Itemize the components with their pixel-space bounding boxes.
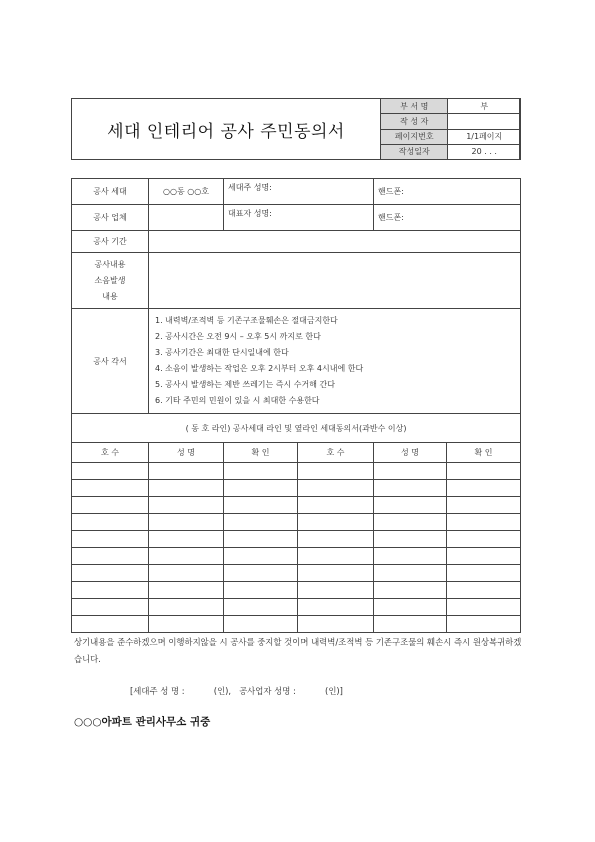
consent-row bbox=[72, 414, 521, 443]
household-row bbox=[72, 179, 521, 205]
consent-heading: ( 동 호 라인) 공사세대 라인 및 옆라인 세대동의서(과반수 이상) bbox=[72, 414, 521, 443]
grid-cell[interactable] bbox=[447, 514, 521, 531]
grid-cell[interactable] bbox=[447, 497, 521, 514]
grid-cell[interactable] bbox=[72, 616, 149, 633]
grid-cell[interactable] bbox=[224, 480, 298, 497]
grid-cell[interactable] bbox=[374, 599, 447, 616]
table-row bbox=[72, 548, 521, 565]
grid-cell[interactable] bbox=[447, 582, 521, 599]
rep-name-field[interactable]: 대표자 성명: bbox=[224, 205, 374, 231]
company-label: 공사 업체 bbox=[72, 205, 149, 231]
addressee-footer: ○○○아파트 관리사무소 귀중 bbox=[74, 716, 211, 728]
grid-cell[interactable] bbox=[374, 616, 447, 633]
grid-cell[interactable] bbox=[224, 463, 298, 480]
grid-cell[interactable] bbox=[298, 497, 374, 514]
document-header bbox=[71, 98, 520, 160]
grid-cell[interactable] bbox=[72, 497, 149, 514]
signature-line: [세대주 성 명 : (인), 공사업자 성명 : (인)] bbox=[130, 686, 343, 696]
grid-cell[interactable] bbox=[224, 565, 298, 582]
grid-cell[interactable] bbox=[374, 480, 447, 497]
owner-phone-field[interactable]: 핸드폰: bbox=[374, 179, 521, 205]
grid-cell[interactable] bbox=[298, 531, 374, 548]
table-row bbox=[72, 599, 521, 616]
grid-cell[interactable] bbox=[447, 480, 521, 497]
pledge-item: 6. 기타 주민의 민원이 있을 시 최대한 수용한다 bbox=[155, 396, 320, 405]
grid-header-name: 성 명 bbox=[374, 443, 447, 463]
table-row bbox=[72, 565, 521, 582]
grid-cell[interactable] bbox=[149, 599, 224, 616]
meta-value bbox=[448, 114, 521, 129]
grid-cell[interactable] bbox=[374, 548, 447, 565]
grid-cell[interactable] bbox=[149, 565, 224, 582]
grid-header-confirm: 확 인 bbox=[447, 443, 521, 463]
rep-phone-field[interactable]: 핸드폰: bbox=[374, 205, 521, 231]
table-row bbox=[72, 531, 521, 548]
grid-cell[interactable] bbox=[149, 531, 224, 548]
owner-name-field[interactable]: 세대주 성명: bbox=[224, 179, 374, 205]
grid-cell[interactable] bbox=[72, 531, 149, 548]
table-row bbox=[72, 463, 521, 480]
grid-cell[interactable] bbox=[72, 565, 149, 582]
grid-cell[interactable] bbox=[149, 514, 224, 531]
consent-form-table bbox=[71, 178, 521, 633]
grid-cell[interactable] bbox=[374, 531, 447, 548]
pledge-label: 공사 각서 bbox=[72, 309, 149, 414]
grid-cell[interactable] bbox=[72, 582, 149, 599]
grid-cell[interactable] bbox=[298, 599, 374, 616]
grid-cell[interactable] bbox=[149, 463, 224, 480]
grid-header-name: 성 명 bbox=[149, 443, 224, 463]
grid-header-row bbox=[72, 443, 521, 463]
grid-cell[interactable] bbox=[224, 599, 298, 616]
pledge-item: 5. 공사시 발생하는 제반 쓰레기는 즉시 수거해 간다 bbox=[155, 380, 335, 389]
table-row bbox=[72, 480, 521, 497]
grid-cell[interactable] bbox=[224, 497, 298, 514]
grid-cell[interactable] bbox=[72, 599, 149, 616]
grid-cell[interactable] bbox=[149, 480, 224, 497]
pledge-item: 3. 공사기간은 최대한 단시일내에 한다 bbox=[155, 348, 289, 357]
grid-cell[interactable] bbox=[298, 463, 374, 480]
pledge-item: 1. 내력벽/조적벽 등 기존구조물훼손은 절대금지한다 bbox=[155, 316, 338, 325]
grid-cell[interactable] bbox=[298, 616, 374, 633]
grid-cell[interactable] bbox=[72, 480, 149, 497]
grid-cell[interactable] bbox=[298, 548, 374, 565]
content-row bbox=[72, 253, 521, 309]
document-title: 세대 인테리어 공사 주민동의서 bbox=[107, 121, 345, 142]
table-row bbox=[72, 616, 521, 633]
grid-cell[interactable] bbox=[447, 463, 521, 480]
content-label bbox=[72, 253, 149, 309]
grid-cell[interactable] bbox=[149, 582, 224, 599]
grid-cell[interactable] bbox=[374, 514, 447, 531]
period-row bbox=[72, 231, 521, 253]
meta-label: 페이지번호 bbox=[381, 129, 448, 144]
grid-cell[interactable] bbox=[224, 582, 298, 599]
grid-cell[interactable] bbox=[447, 548, 521, 565]
grid-cell[interactable] bbox=[72, 514, 149, 531]
grid-cell[interactable] bbox=[224, 531, 298, 548]
meta-row bbox=[381, 99, 521, 114]
table-row bbox=[72, 514, 521, 531]
grid-cell[interactable] bbox=[447, 531, 521, 548]
grid-cell[interactable] bbox=[298, 480, 374, 497]
grid-cell[interactable] bbox=[374, 565, 447, 582]
pledge-item: 4. 소음이 발생하는 작업은 오후 2시부터 오후 4시내에 한다 bbox=[155, 364, 364, 373]
grid-cell[interactable] bbox=[298, 565, 374, 582]
pledge-row bbox=[72, 309, 521, 414]
pledge-list bbox=[149, 309, 521, 414]
household-value: ○○동 ○○호 bbox=[149, 179, 224, 205]
content-label-line: 공사내용 bbox=[94, 259, 126, 269]
meta-value: 20 . . . bbox=[448, 144, 521, 159]
meta-row bbox=[381, 114, 521, 129]
grid-header-unit: 호 수 bbox=[72, 443, 149, 463]
grid-cell[interactable] bbox=[298, 582, 374, 599]
grid-header-confirm: 확 인 bbox=[224, 443, 298, 463]
compliance-note: 상기내용을 준수하겠으며 이행하지않을 시 공사를 중지할 것이며 내력벽/조적벽 등 기존구조물의 훼손시 즉시 원상복귀하겠습니다. bbox=[74, 637, 522, 664]
meta-row bbox=[381, 129, 521, 144]
meta-row bbox=[381, 144, 521, 159]
grid-cell[interactable] bbox=[72, 548, 149, 565]
grid-cell[interactable] bbox=[72, 463, 149, 480]
grid-cell[interactable] bbox=[149, 497, 224, 514]
meta-value: 부 bbox=[448, 99, 521, 114]
period-value-field[interactable] bbox=[149, 231, 521, 253]
table-row bbox=[72, 582, 521, 599]
grid-cell[interactable] bbox=[374, 463, 447, 480]
grid-cell[interactable] bbox=[447, 565, 521, 582]
content-label-line: 내용 bbox=[102, 291, 118, 301]
pledge-item: 2. 공사시간은 오전 9시 – 오후 5시 까지로 한다 bbox=[155, 332, 321, 341]
grid-cell[interactable] bbox=[447, 616, 521, 633]
grid-cell[interactable] bbox=[224, 514, 298, 531]
meta-label: 작 성 자 bbox=[381, 114, 448, 129]
grid-cell[interactable] bbox=[447, 599, 521, 616]
grid-cell[interactable] bbox=[149, 548, 224, 565]
period-label: 공사 기간 bbox=[72, 231, 149, 253]
meta-label: 부 서 명 bbox=[381, 99, 448, 114]
grid-cell[interactable] bbox=[224, 548, 298, 565]
grid-header-unit: 호 수 bbox=[298, 443, 374, 463]
content-value-field[interactable] bbox=[149, 253, 521, 309]
grid-cell[interactable] bbox=[298, 514, 374, 531]
company-row bbox=[72, 205, 521, 231]
grid-cell[interactable] bbox=[149, 616, 224, 633]
company-value-field[interactable] bbox=[149, 205, 224, 231]
meta-value: 1/1페이지 bbox=[448, 129, 521, 144]
document-meta-table bbox=[380, 98, 521, 160]
grid-cell[interactable] bbox=[374, 497, 447, 514]
table-row bbox=[72, 497, 521, 514]
grid-cell[interactable] bbox=[374, 582, 447, 599]
meta-label: 작성일자 bbox=[381, 144, 448, 159]
household-label: 공사 세대 bbox=[72, 179, 149, 205]
grid-cell[interactable] bbox=[224, 616, 298, 633]
content-label-line: 소음발생 bbox=[94, 275, 126, 285]
